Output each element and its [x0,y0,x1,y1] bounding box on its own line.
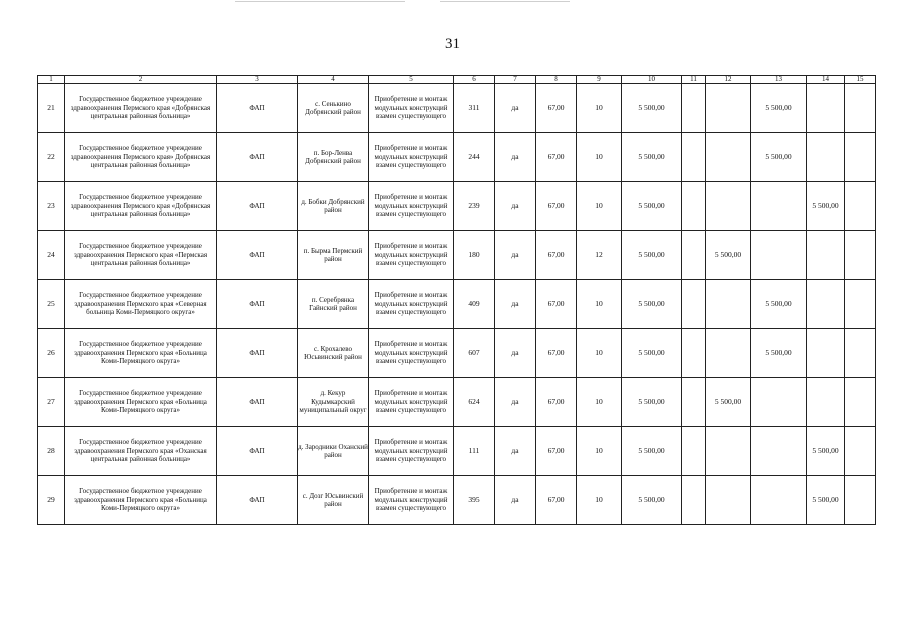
action-cell: Приобретение и монтаж модульных конструкций взамен существующего [369,476,454,525]
column-13-cell [751,378,807,427]
column-15-cell [845,133,876,182]
column-10-cell: 5 500,00 [622,182,682,231]
column-7-cell: да [495,133,536,182]
column-7-cell: да [495,231,536,280]
column-number-cell: 6 [454,76,495,84]
column-13-cell [751,476,807,525]
action-cell: Приобретение и монтаж модульных конструкций взамен существующего [369,231,454,280]
column-8-cell: 67,00 [536,182,577,231]
column-number-cell: 13 [751,76,807,84]
column-number-cell: 1 [38,76,65,84]
column-10-cell: 5 500,00 [622,427,682,476]
column-6-cell: 111 [454,427,495,476]
row-number-cell: 22 [38,133,65,182]
column-6-cell: 395 [454,476,495,525]
column-12-cell [706,329,751,378]
column-9-cell: 10 [577,280,622,329]
column-13-cell: 5 500,00 [751,133,807,182]
column-14-cell [807,133,845,182]
facility-type-cell: ФАП [217,427,298,476]
column-13-cell: 5 500,00 [751,329,807,378]
action-cell: Приобретение и монтаж модульных конструкций взамен существующего [369,84,454,133]
column-number-cell: 8 [536,76,577,84]
location-cell: д. Кекур Кудымкарский муниципальный округ [298,378,369,427]
institution-cell: Государственное бюджетное учреждение здравоохранения Пермского края «Добрянская центральная районная больница» [65,84,217,133]
institution-cell: Государственное бюджетное учреждение здравоохранения Пермского края «Добрянская центральная районная больница» [65,182,217,231]
data-table [37,75,876,525]
action-cell: Приобретение и монтаж модульных конструкций взамен существующего [369,182,454,231]
column-14-cell [807,84,845,133]
table-row [38,427,876,476]
location-cell: п. Бор-Ленва Добрянский район [298,133,369,182]
column-number-cell: 14 [807,76,845,84]
action-cell: Приобретение и монтаж модульных конструкций взамен существующего [369,329,454,378]
row-number-cell: 29 [38,476,65,525]
row-number-cell: 26 [38,329,65,378]
table-row [38,329,876,378]
column-11-cell [682,84,706,133]
column-6-cell: 624 [454,378,495,427]
column-8-cell: 67,00 [536,476,577,525]
column-13-cell [751,231,807,280]
column-number-cell: 5 [369,76,454,84]
column-number-cell: 9 [577,76,622,84]
table-row [38,182,876,231]
column-8-cell: 67,00 [536,427,577,476]
column-9-cell: 10 [577,329,622,378]
table-row [38,476,876,525]
facility-type-cell: ФАП [217,280,298,329]
column-15-cell [845,182,876,231]
column-10-cell: 5 500,00 [622,133,682,182]
column-13-cell [751,427,807,476]
row-number-cell: 23 [38,182,65,231]
column-7-cell: да [495,84,536,133]
institution-cell: Государственное бюджетное учреждение здравоохранения Пермского края «Больница Коми-Пермяцкого округа» [65,476,217,525]
column-number-cell: 7 [495,76,536,84]
column-12-cell [706,182,751,231]
column-13-cell [751,182,807,231]
column-9-cell: 10 [577,182,622,231]
column-12-cell [706,476,751,525]
column-15-cell [845,84,876,133]
column-7-cell: да [495,476,536,525]
location-cell: с. Сенькино Добрянский район [298,84,369,133]
table-row [38,133,876,182]
column-7-cell: да [495,329,536,378]
location-cell: с. Крохалево Юсьвинский район [298,329,369,378]
institution-cell: Государственное бюджетное учреждение здравоохранения Пермского края «Пермская центральная районная больница» [65,231,217,280]
institution-cell: Государственное бюджетное учреждение здравоохранения Пермского края «Северная больница Коми-Пермяцкого округа» [65,280,217,329]
column-8-cell: 67,00 [536,378,577,427]
table-row [38,231,876,280]
action-cell: Приобретение и монтаж модульных конструкций взамен существующего [369,378,454,427]
row-number-cell: 28 [38,427,65,476]
facility-type-cell: ФАП [217,133,298,182]
column-9-cell: 10 [577,427,622,476]
column-14-cell [807,329,845,378]
column-15-cell [845,378,876,427]
column-15-cell [845,280,876,329]
column-8-cell: 67,00 [536,133,577,182]
column-7-cell: да [495,427,536,476]
top-rule-right [440,1,570,2]
column-12-cell [706,427,751,476]
column-number-cell: 3 [217,76,298,84]
column-8-cell: 67,00 [536,329,577,378]
column-number-cell: 12 [706,76,751,84]
action-cell: Приобретение и монтаж модульных конструкций взамен существующего [369,280,454,329]
column-6-cell: 239 [454,182,495,231]
column-9-cell: 10 [577,378,622,427]
facility-type-cell: ФАП [217,378,298,427]
column-10-cell: 5 500,00 [622,329,682,378]
column-11-cell [682,133,706,182]
column-14-cell [807,378,845,427]
row-number-cell: 25 [38,280,65,329]
institution-cell: Государственное бюджетное учреждение здравоохранения Пермского края «Больница Коми-Пермяцкого округа» [65,378,217,427]
column-number-cell: 11 [682,76,706,84]
column-7-cell: да [495,280,536,329]
column-11-cell [682,476,706,525]
column-12-cell [706,280,751,329]
column-15-cell [845,427,876,476]
column-10-cell: 5 500,00 [622,84,682,133]
location-cell: с. Дозг Юсьвинский район [298,476,369,525]
table-row [38,378,876,427]
row-number-cell: 24 [38,231,65,280]
institution-cell: Государственное бюджетное учреждение здравоохранения Пермского края «Больница Коми-Пермяцкого округа» [65,329,217,378]
location-cell: д. Бобки Добрянский район [298,182,369,231]
action-cell: Приобретение и монтаж модульных конструкций взамен существующего [369,133,454,182]
top-rule-left [235,1,405,2]
column-15-cell [845,231,876,280]
column-9-cell: 12 [577,231,622,280]
column-6-cell: 607 [454,329,495,378]
institution-cell: Государственное бюджетное учреждение здравоохранения Пермского края «Оханская центральная районная больница» [65,427,217,476]
column-13-cell: 5 500,00 [751,84,807,133]
column-6-cell: 311 [454,84,495,133]
column-12-cell [706,133,751,182]
column-8-cell: 67,00 [536,280,577,329]
column-number-cell: 2 [65,76,217,84]
location-cell: п. Бырма Пермский район [298,231,369,280]
column-11-cell [682,280,706,329]
column-8-cell: 67,00 [536,231,577,280]
facility-type-cell: ФАП [217,476,298,525]
action-cell: Приобретение и монтаж модульных конструкций взамен существующего [369,427,454,476]
column-11-cell [682,231,706,280]
column-12-cell: 5 500,00 [706,231,751,280]
column-number-row [38,76,876,84]
column-6-cell: 409 [454,280,495,329]
column-15-cell [845,476,876,525]
column-11-cell [682,329,706,378]
column-11-cell [682,378,706,427]
column-7-cell: да [495,182,536,231]
row-number-cell: 21 [38,84,65,133]
location-cell: п. Серебрянка Гайнский район [298,280,369,329]
table-row [38,84,876,133]
column-8-cell: 67,00 [536,84,577,133]
column-9-cell: 10 [577,133,622,182]
column-6-cell: 244 [454,133,495,182]
column-10-cell: 5 500,00 [622,476,682,525]
column-14-cell: 5 500,00 [807,182,845,231]
column-number-cell: 10 [622,76,682,84]
location-cell: д. Зародники Оханский район [298,427,369,476]
column-10-cell: 5 500,00 [622,378,682,427]
column-12-cell [706,84,751,133]
column-11-cell [682,427,706,476]
column-14-cell [807,231,845,280]
facility-type-cell: ФАП [217,84,298,133]
column-6-cell: 180 [454,231,495,280]
page-number: 31 [445,36,460,52]
column-10-cell: 5 500,00 [622,280,682,329]
table-row [38,280,876,329]
column-11-cell [682,182,706,231]
column-14-cell: 5 500,00 [807,427,845,476]
column-9-cell: 10 [577,476,622,525]
facility-type-cell: ФАП [217,329,298,378]
facility-type-cell: ФАП [217,182,298,231]
column-13-cell: 5 500,00 [751,280,807,329]
column-12-cell: 5 500,00 [706,378,751,427]
column-10-cell: 5 500,00 [622,231,682,280]
column-14-cell: 5 500,00 [807,476,845,525]
facility-type-cell: ФАП [217,231,298,280]
column-9-cell: 10 [577,84,622,133]
column-7-cell: да [495,378,536,427]
column-15-cell [845,329,876,378]
column-14-cell [807,280,845,329]
column-number-cell: 15 [845,76,876,84]
column-number-cell: 4 [298,76,369,84]
institution-cell: Государственное бюджетное учреждение здравоохранения Пермского края» Добрянская центральная районная больница» [65,133,217,182]
row-number-cell: 27 [38,378,65,427]
